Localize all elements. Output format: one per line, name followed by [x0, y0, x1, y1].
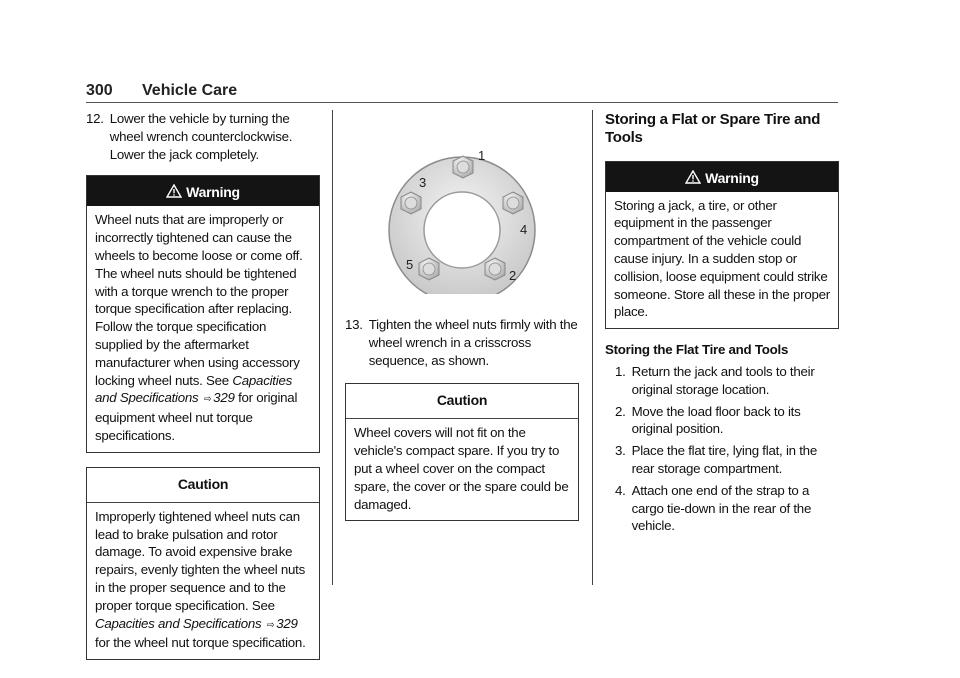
page-reference-arrow-icon: ⇨ — [266, 619, 275, 631]
sequence-label-5: 5 — [406, 257, 413, 272]
step-text: Return the jack and tools to their original storage location. — [631, 363, 815, 397]
step-number: 2. — [615, 403, 626, 419]
warning-triangle-icon — [685, 170, 701, 184]
step-number: 1. — [615, 363, 626, 379]
warning-box-storing-equipment — [605, 161, 839, 330]
sequence-label-1: 1 — [478, 148, 485, 163]
step-text: Lower the vehicle by turning the wheel wrench counterclockwise. Lower the jack completely. — [109, 111, 293, 162]
reference-link-capacities[interactable]: Capacities and Specifications — [95, 615, 262, 631]
reference-link-capacities[interactable]: Capacities and Specifications — [95, 372, 292, 406]
caution-title: Caution — [436, 392, 488, 409]
warning-title: Warning — [705, 169, 759, 186]
header-rule — [86, 102, 838, 103]
step-text: Place the flat tire, lying flat, in the rear storage compartment. — [631, 443, 817, 476]
lug-nut-2 — [485, 258, 505, 280]
list-item — [605, 442, 839, 478]
warning-header — [87, 176, 319, 206]
lug-nut-5 — [419, 258, 439, 280]
warning-title: Warning — [186, 184, 240, 201]
storing-steps-list — [605, 363, 839, 535]
column-3 — [605, 110, 839, 535]
caution-text: Improperly tightened wheel nuts can lead to brake pulsation and rotor damage. To avoid expensive brake repairs, evenly tighten the wheel nuts in the proper sequence and to the proper torque specification. See — [95, 508, 306, 613]
lug-nut-3 — [401, 192, 421, 214]
warning-body — [87, 206, 319, 451]
section-title: Vehicle Care — [142, 82, 238, 99]
wheel-nut-sequence-diagram — [345, 134, 579, 294]
step-text: Move the load floor back to its original position. — [631, 403, 801, 437]
subsection-heading: Storing the Flat Tire and Tools — [605, 342, 789, 358]
wheel-hub-illustration — [345, 134, 579, 294]
caution-body — [87, 503, 319, 659]
column-divider-1 — [332, 110, 333, 585]
section-heading: Storing a Flat or Spare Tire and Tools — [605, 111, 821, 146]
reference-page[interactable]: 329 — [213, 390, 235, 406]
list-item — [605, 363, 839, 399]
step-13 — [345, 316, 579, 369]
caution-box-tightening — [86, 467, 320, 660]
caution-box-wheel-covers — [345, 383, 579, 521]
lug-nut-4 — [503, 192, 523, 214]
warning-text-end: for original equipment wheel nut torque specifications. — [95, 390, 298, 443]
caution-text-end: for the wheel nut torque specification. — [95, 635, 306, 651]
sequence-label-3: 3 — [419, 175, 426, 190]
warning-text: Wheel nuts that are improperly or incorrectly tightened can cause the wheels to become loose or come off. The wheel nuts should be tightened with a torque wrench to the proper torque specification after replacing. Follow the torque specification supplied by the aftermarket manufacturer when using accessory locking wheel nuts. See — [95, 212, 303, 388]
reference-page[interactable]: 329 — [276, 615, 298, 631]
warning-box-wheel-nuts — [86, 175, 320, 452]
column-divider-2 — [592, 110, 593, 585]
step-number: 4. — [615, 482, 626, 498]
step-text: Attach one end of the strap to a cargo tie-down in the rear of the vehicle. — [631, 482, 812, 534]
sequence-label-2: 2 — [509, 268, 516, 283]
caution-body: Wheel covers will not fit on the vehicle's compact spare. If you try to put a wheel cover on the compact spare, the cover or the spare could be damaged. — [354, 425, 569, 512]
list-item — [605, 403, 839, 439]
step-number: 13. — [345, 317, 363, 332]
step-12 — [86, 110, 320, 163]
warning-body: Storing a jack, a tire, or other equipment in the passenger compartment of the vehicle could cause injury. In a sudden stop or collision, loose equipment could strike someone. Store all these in the proper place. — [614, 197, 830, 320]
list-item — [605, 482, 839, 535]
caution-title: Caution — [177, 475, 229, 492]
step-number: 3. — [615, 443, 626, 459]
page-header — [86, 82, 237, 100]
column-1 — [86, 110, 320, 660]
hub-center-bore — [424, 192, 500, 268]
step-number: 12. — [86, 111, 104, 126]
step-text: Tighten the wheel nuts firmly with the wheel wrench in a crisscross sequence, as shown. — [368, 317, 578, 368]
column-2 — [345, 110, 579, 521]
sequence-label-4: 4 — [520, 222, 527, 237]
lug-nut-1 — [453, 156, 473, 178]
warning-triangle-icon — [166, 184, 182, 198]
page-number: 300 — [86, 82, 113, 99]
warning-header — [606, 162, 838, 192]
page-reference-arrow-icon: ⇨ — [203, 394, 212, 406]
